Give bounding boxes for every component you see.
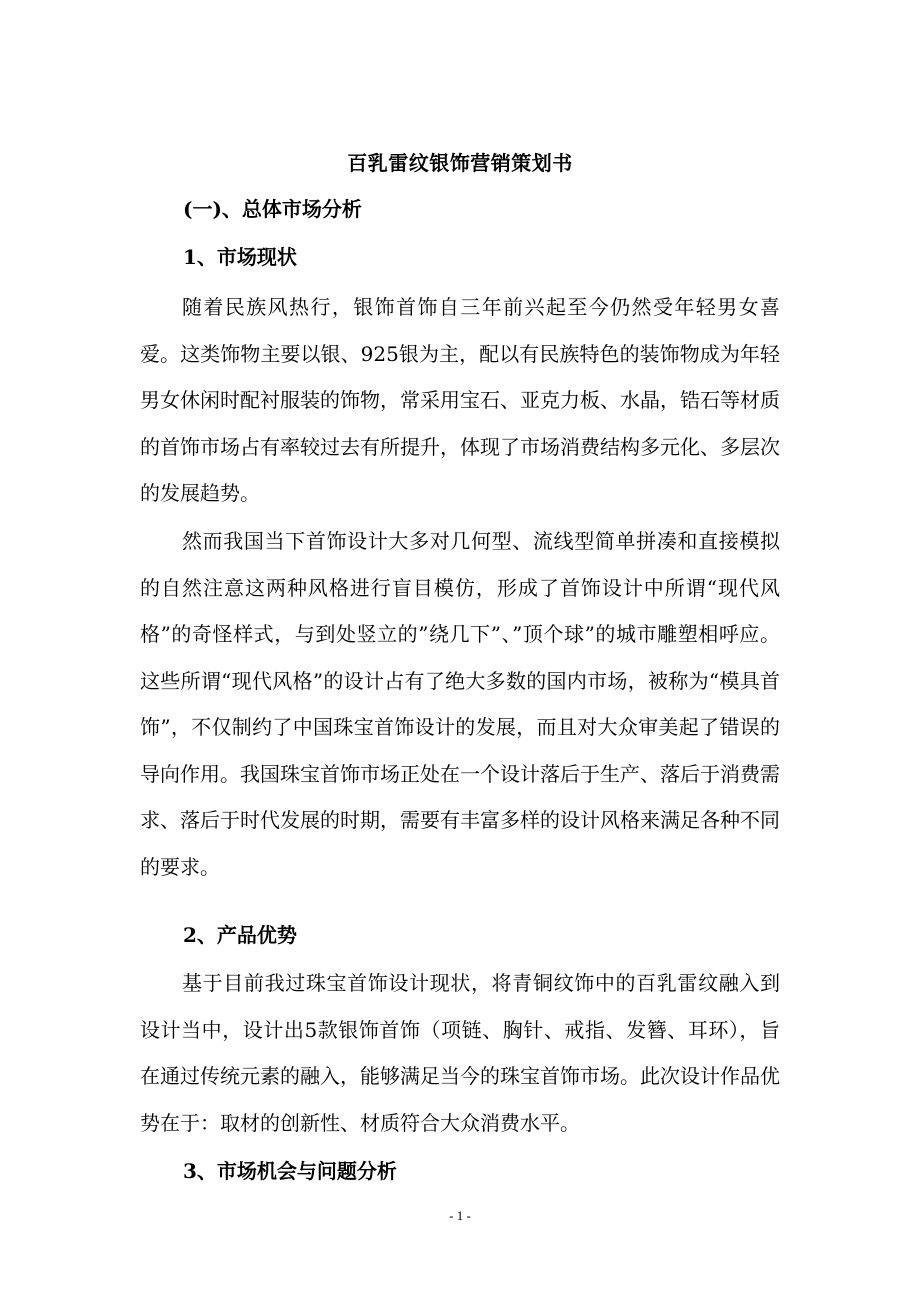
subsection-heading-2: 2、产品优势: [183, 923, 297, 947]
section-heading: (一)、总体市场分析: [183, 197, 362, 221]
paragraph-product-advantage: 基于目前我过珠宝首饰设计现状，将青铜纹饰中的百乳雷纹融入到设计当中，设计出5款银饰首饰（项链、胸针、戒指、发簪、耳环），旨在通过传统元素的融入，能够满足当今的珠宝首饰市场。此次设计作品优势在于：取材的创新性、材质符合大众消费水平。: [140, 971, 780, 1135]
document-title: 百乳雷纹银饰营销策划书: [347, 151, 573, 175]
paragraph-market-status: 随着民族风热行，银饰首饰自三年前兴起至今仍然受年轻男女喜爱。这类饰物主要以银、925银为主，配以有民族特色的装饰物成为年轻男女休闲时配衬服装的饰物，常采用宝石、亚克力板、水晶，锆石等材质的首饰市场占有率较过去有所提升，体现了市场消费结构多元化、多层次的发展趋势。: [140, 295, 780, 505]
page-number: - 1 -: [449, 1208, 471, 1223]
paragraph-design-critique: 然而我国当下首饰设计大多对几何型、流线型简单拼凑和直接模拟的自然注意这两种风格进行盲目模仿，形成了首饰设计中所谓“现代风格”的奇怪样式，与到处竖立的”绕几下”、”顶个球”的城市雕塑相呼应。这些所谓“现代风格”的设计占有了绝大多数的国内市场，被称为“模具首饰”，不仅制约了中国珠宝首饰设计的发展，而且对大众审美起了错误的导向作用。我国珠宝首饰市场正处在一个设计落后于生产、落后于消费需求、落后于时代发展的时期，需要有丰富多样的设计风格来满足各种不同的要求。: [140, 529, 780, 879]
subsection-heading-3: 3、市场机会与问题分析: [183, 1159, 397, 1183]
subsection-heading-1: 1、市场现状: [183, 245, 297, 269]
